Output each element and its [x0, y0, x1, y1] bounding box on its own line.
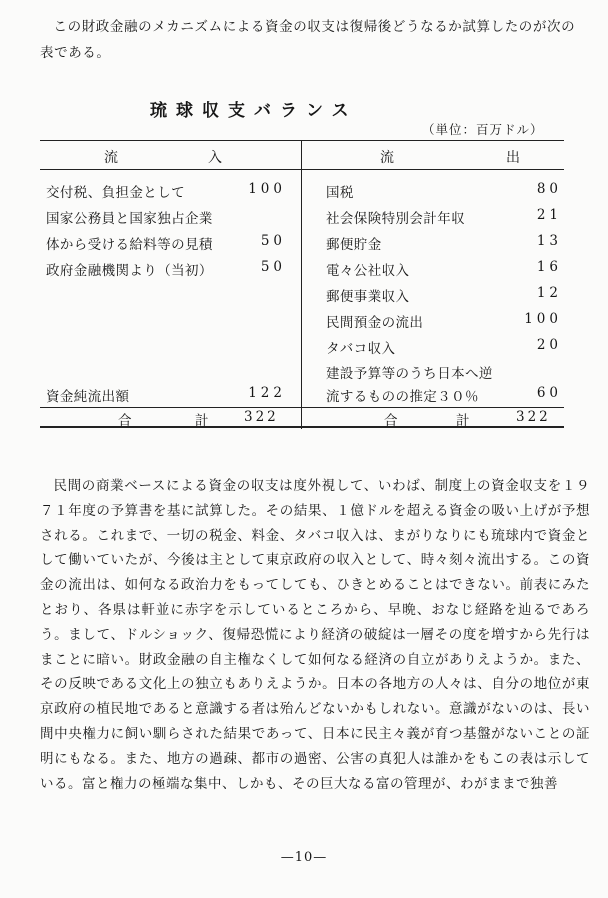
inflow-total-label-2: 計: [195, 413, 209, 429]
inflow-total-label-1: 合: [118, 413, 132, 429]
body-paragraph: 民間の商業ベースによる資金の収支は度外視して、いわば、制度上の資金収支を１９７１年度の予算書を基に試算した。その結果、１億ドルを超える資金の吸い上げが予想される。これまで、一切の税金、料金、タバコ収入は、まがりなりにも琉球内で資金として働いていたが、今後は主として東京政府の収入として、時々刻々流出する。この資金の流出は、如何なる政治力をもってしても、ひきとめることはできない。前表にみたとおり、各県は軒並に赤字を示しているところから、早晩、おなじ経路を辿るであろう。まして、ドルショック、復帰恐慌により経済の破綻は一層その度を増すから先行はまことに暗い。財政金融の自主権なくして如何なる経済の自立がありえようか。また、その反映である文化上の独立もありえようか。日本の各地方の人々は、自分の地位が東京政府の植民地であると意識する者は殆んどないかもしれない。意識がないのは、長い間中央権力に飼い馴らされた結果であって、日本に民主々義が育つ基盤がないことの証明にもなる。また、地方の過疎、都市の過密、公害の真犯人は誰かをもこの表は示している。富と権力の極端な集中、しかも、その巨大なる富の管理が、わがままで独善: [40, 478, 590, 792]
table-title: 琉球収支バランス: [150, 101, 358, 121]
outflow-label: 電々公社収入: [326, 263, 410, 279]
inflow-label: 交付税、負担金として: [46, 185, 185, 201]
outflow-value: 20: [536, 337, 562, 353]
outflow-value: 80: [536, 181, 562, 197]
inflow-label: 国家公務員と国家独占企業: [46, 211, 213, 227]
outflow-label: 郵便事業収入: [326, 289, 410, 305]
inflow-header-char-1: 流: [104, 150, 118, 166]
inflow-total-value: 322: [244, 409, 279, 425]
balance-table: [40, 140, 564, 429]
outflow-total-label-1: 合: [384, 413, 398, 429]
outflow-total-value: 322: [516, 409, 551, 425]
outflow-value: 21: [536, 207, 562, 223]
outflow-value: 60: [536, 385, 562, 401]
outflow-label: 流するものの推定３０％: [326, 389, 479, 405]
page-number: —10—: [280, 850, 328, 865]
intro-paragraph: この財政金融のメカニズムによる資金の収支は復帰後どうなるか試算したのが次の表である。: [40, 19, 576, 61]
outflow-value: 100: [524, 311, 562, 327]
outflow-label: タバコ収入: [326, 341, 396, 357]
outflow-label: 国税: [326, 185, 354, 201]
inflow-value: 50: [260, 259, 286, 275]
outflow-header-char-2: 出: [506, 150, 520, 166]
inflow-net-value: 122: [248, 385, 286, 401]
outflow-value: 13: [536, 233, 562, 249]
inflow-value: 100: [248, 181, 286, 197]
unit-label: （単位：百万ドル）: [422, 122, 544, 137]
header-rule: [40, 169, 564, 170]
inflow-value: 50: [260, 233, 286, 249]
inflow-label: 政府金融機関より（当初）: [46, 263, 213, 279]
outflow-header-char-1: 流: [380, 150, 394, 166]
outflow-value: 16: [536, 259, 562, 275]
outflow-label: 民間預金の流出: [326, 315, 424, 331]
column-divider: [301, 141, 302, 429]
outflow-label: 建設予算等のうち日本へ逆: [326, 366, 493, 382]
outflow-label: 社会保険特別会計年収: [326, 211, 465, 227]
inflow-net-label: 資金純流出額: [46, 389, 130, 405]
total-rule-top: [40, 407, 564, 408]
inflow-header-char-2: 入: [208, 150, 222, 166]
outflow-total-label-2: 計: [456, 413, 470, 429]
inflow-label: 体から受ける給料等の見積: [46, 237, 213, 253]
outflow-value: 12: [536, 285, 562, 301]
outflow-label: 郵便貯金: [326, 237, 382, 253]
